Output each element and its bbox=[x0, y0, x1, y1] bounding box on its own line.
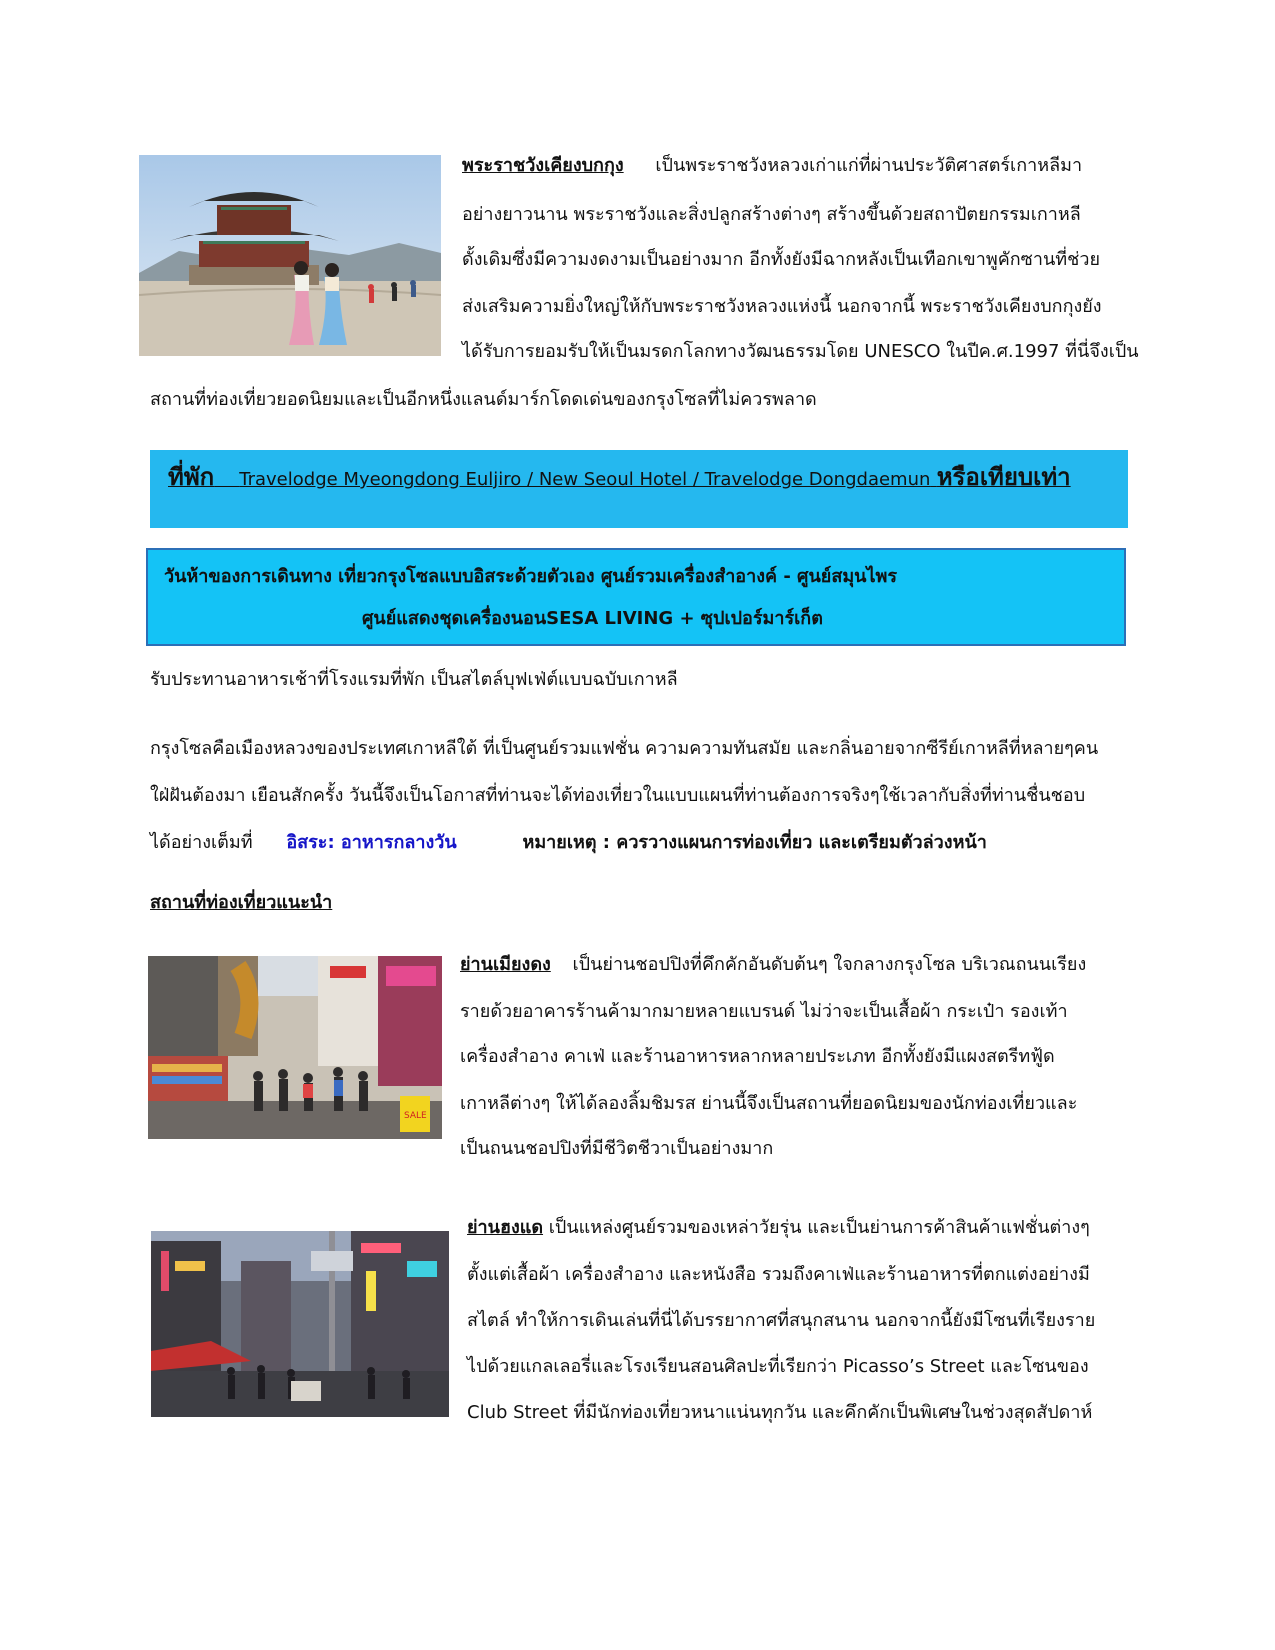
myeongdong-line-3: เครื่องสำอาง คาเฟ่ และร้านอาหารหลากหลายประเภท อีกทั้งยังมีแผงสตรีทฟู้ด bbox=[460, 1046, 1055, 1067]
myeongdong-title: ย่านเมียงดง bbox=[460, 954, 551, 975]
myeongdong-text-1: เป็นย่านชอปปิงที่คึกคักอันดับต้นๆ ใจกลางกรุงโซล บริเวณถนนเรียง bbox=[572, 954, 1087, 975]
lunch-note: อิสระ: อาหารกลางวัน bbox=[286, 832, 457, 853]
hongdae-line-3: สไตล์ ทำให้การเดินเล่นที่นี่ได้บรรยากาศที่สนุกสนาน นอกจากนี้ยังมีโซนที่เรียงราย bbox=[467, 1310, 1096, 1331]
hongdae-line-2: ตั้งแต่เสื้อผ้า เครื่องสำอาง และหนังสือ รวมถึงคาเฟ่และร้านอาหารที่ตกแต่งอย่างมี bbox=[467, 1264, 1090, 1285]
sale-sign: SALE bbox=[404, 1111, 427, 1121]
myeongdong-line-4: เกาหลีต่างๆ ให้ได้ลองลิ้มชิมรส ย่านนี้จึงเป็นสถานที่ยอดนิยมของนักท่องเที่ยวและ bbox=[460, 1093, 1078, 1114]
remark: หมายเหตุ : ควรวางแผนการท่องเที่ยว และเตรียมตัวล่วงหน้า bbox=[522, 832, 987, 853]
hotel-banner bbox=[150, 450, 1128, 528]
hongdae-text-1: เป็นแหล่งศูนย์รวมของเหล่าวัยรุ่น และเป็นย่านการค้าสินค้าแฟชั่นต่างๆ bbox=[548, 1217, 1090, 1238]
day-line-1: วันห้าของการเดินทาง เที่ยวกรุงโซลแบบอิสระด้วยตัวเอง ศูนย์รวมเครื่องสำอางค์ - ศูนย์สมุนไพร bbox=[164, 566, 898, 587]
hotel-names: Travelodge Myeongdong Euljiro / New Seoul Hotel / Travelodge Dongdaemun bbox=[239, 469, 931, 490]
hotel-suffix: หรือเทียบเท่า bbox=[936, 463, 1071, 491]
day-line-2: ศูนย์แสดงชุดเครื่องนอนSESA LIVING + ซุปเปอร์มาร์เก็ต bbox=[362, 608, 823, 629]
hongdae-line-4: ไปด้วยแกลเลอรี่และโรงเรียนสอนศิลปะที่เรียกว่า Picasso’s Street และโซนของ bbox=[467, 1356, 1089, 1377]
hongdae-photo bbox=[151, 1231, 449, 1417]
palace-title: พระราชวังเคียงบกกุง bbox=[462, 155, 624, 176]
palace-photo bbox=[139, 155, 441, 356]
hongdae-line-1 bbox=[467, 1216, 1090, 1240]
myeongdong-line-2: รายด้วยอาคารร้านค้ามากมายหลายแบรนด์ ไม่ว่าจะเป็นเสื้อผ้า กระเป๋า รองเท้า bbox=[460, 1001, 1068, 1022]
hotel-line bbox=[168, 462, 1071, 495]
palace-line-3: ดั้งเดิมซึ่งมีความงดงามเป็นอย่างมาก อีกทั้งยังมีฉากหลังเป็นเทือกเขาพูคักซานที่ช่วย bbox=[462, 249, 1101, 270]
seoul-line-2: ใฝ่ฝันต้องมา เยือนสักครั้ง วันนี้จึงเป็นโอกาสที่ท่านจะได้ท่องเที่ยวในแบบแผนที่ท่านต้องการจริงๆใช้เวลากับสิ่งที่ท่านชื่นชอบ bbox=[150, 785, 1086, 806]
seoul-line-3 bbox=[150, 831, 987, 855]
palace-line-1 bbox=[462, 154, 1082, 178]
breakfast-text: รับประทานอาหารเช้าที่โรงแรมที่พัก เป็นสไตล์บุฟเฟ่ต์แบบฉบับเกาหลี bbox=[150, 669, 678, 690]
hotel-prefix: ที่พัก bbox=[168, 463, 215, 491]
palace-line-6: สถานที่ท่องเที่ยวยอดนิยมและเป็นอีกหนึ่งแลนด์มาร์กโดดเด่นของกรุงโซลที่ไม่ควรพลาด bbox=[150, 389, 817, 410]
hongdae-line-5: Club Street ที่มีนักท่องเที่ยวหนาแน่นทุกวัน และคึกคักเป็นพิเศษในช่วงสุดสัปดาห์ bbox=[467, 1402, 1093, 1423]
day-banner bbox=[146, 548, 1126, 646]
myeongdong-line-5: เป็นถนนชอปปิงที่มีชีวิตชีวาเป็นอย่างมาก bbox=[460, 1138, 774, 1159]
palace-line-5: ได้รับการยอมรับให้เป็นมรดกโลกทางวัฒนธรรมโดย UNESCO ในปีค.ศ.1997 ที่นี่จึงเป็น bbox=[462, 341, 1139, 362]
palace-line-2: อย่างยาวนาน พระราชวังและสิ่งปลูกสร้างต่างๆ สร้างขึ้นด้วยสถาปัตยกรรมเกาหลี bbox=[462, 204, 1081, 225]
seoul-line-1: กรุงโซลคือเมืองหลวงของประเทศเกาหลีใต้ ที่เป็นศูนย์รวมแฟชั่น ความความทันสมัย และกลิ่นอายจากซีรีย์เกาหลีที่หลายๆคน bbox=[150, 738, 1099, 759]
palace-text-1: เป็นพระราชวังหลวงเก่าแก่ที่ผ่านประวัติศาสตร์เกาหลีมา bbox=[655, 155, 1083, 176]
recommend-heading: สถานที่ท่องเที่ยวแนะนำ bbox=[150, 892, 333, 913]
hongdae-title: ย่านฮงแด bbox=[467, 1217, 544, 1238]
myeongdong-photo bbox=[148, 956, 442, 1139]
seoul-line-3-start: ได้อย่างเต็มที่ bbox=[150, 832, 253, 853]
palace-line-4: ส่งเสริมความยิ่งใหญ่ให้กับพระราชวังหลวงแห่งนี้ นอกจากนี้ พระราชวังเคียงบกกุงยัง bbox=[462, 296, 1102, 317]
myeongdong-line-1 bbox=[460, 953, 1086, 977]
